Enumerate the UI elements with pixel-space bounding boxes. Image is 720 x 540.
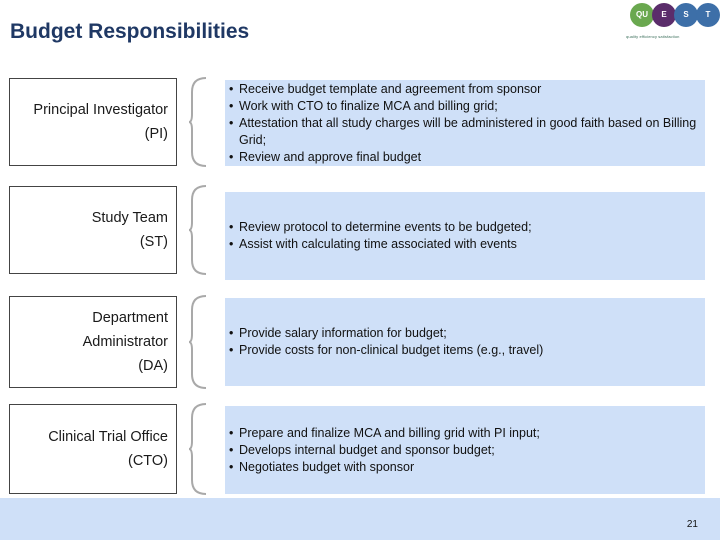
page-title: Budget Responsibilities (10, 20, 250, 43)
logo-circle-s: S (674, 3, 698, 27)
list-item: • Negotiates budget with sponsor (229, 459, 415, 474)
responsibilities-st (225, 192, 705, 280)
list-item: • Develops internal budget and sponsor budget; (229, 442, 495, 457)
list-item: • Provide salary information for budget; (229, 326, 447, 340)
responsibilities-pi (225, 80, 705, 166)
logo-circle-qu: QU (630, 3, 654, 27)
role-box-pi (9, 78, 177, 166)
role-label-line: Study Team (91, 210, 168, 226)
brace-st (188, 184, 208, 276)
list-item: • Assist with calculating time associated with events (229, 237, 517, 251)
quest-logo (626, 3, 718, 45)
list-item: • Attestation that all study charges will be administered in good faith based on Billing Grid; (229, 115, 697, 147)
list-item: • Provide costs for non-clinical budget items (e.g., travel) (229, 343, 544, 357)
role-label-line: (DA) (138, 358, 168, 374)
role-label-line: Department (92, 310, 168, 326)
role-box-st (9, 186, 177, 274)
responsibilities-cto (225, 406, 705, 494)
brace-da (188, 294, 208, 390)
role-box-da (9, 296, 177, 388)
brace-cto (188, 402, 208, 496)
list-item: • Review protocol to determine events to be budgeted; (229, 220, 532, 234)
list-item: • Work with CTO to finalize MCA and billing grid; (229, 98, 498, 113)
logo-circle-e: E (652, 3, 676, 27)
brace-pi (188, 76, 208, 168)
logo-tagline: quality efficiency satisfaction (626, 34, 680, 39)
role-label-line: Principal Investigator (33, 102, 168, 118)
role-label-line: Administrator (82, 334, 168, 350)
role-box-cto (9, 404, 177, 494)
role-label-line: (CTO) (127, 453, 168, 469)
logo-circle-t: T (696, 3, 720, 27)
list-item: • Receive budget template and agreement from sponsor (229, 81, 542, 96)
role-label-line: (ST) (139, 234, 168, 250)
page-number: 21 (686, 519, 698, 530)
list-item: • Prepare and finalize MCA and billing grid with PI input; (229, 425, 540, 440)
role-label-line: Clinical Trial Office (48, 429, 168, 445)
list-item: • Review and approve final budget (229, 149, 422, 164)
responsibilities-da (225, 298, 705, 386)
role-label-line: (PI) (144, 126, 168, 142)
footer-bar (0, 498, 720, 540)
